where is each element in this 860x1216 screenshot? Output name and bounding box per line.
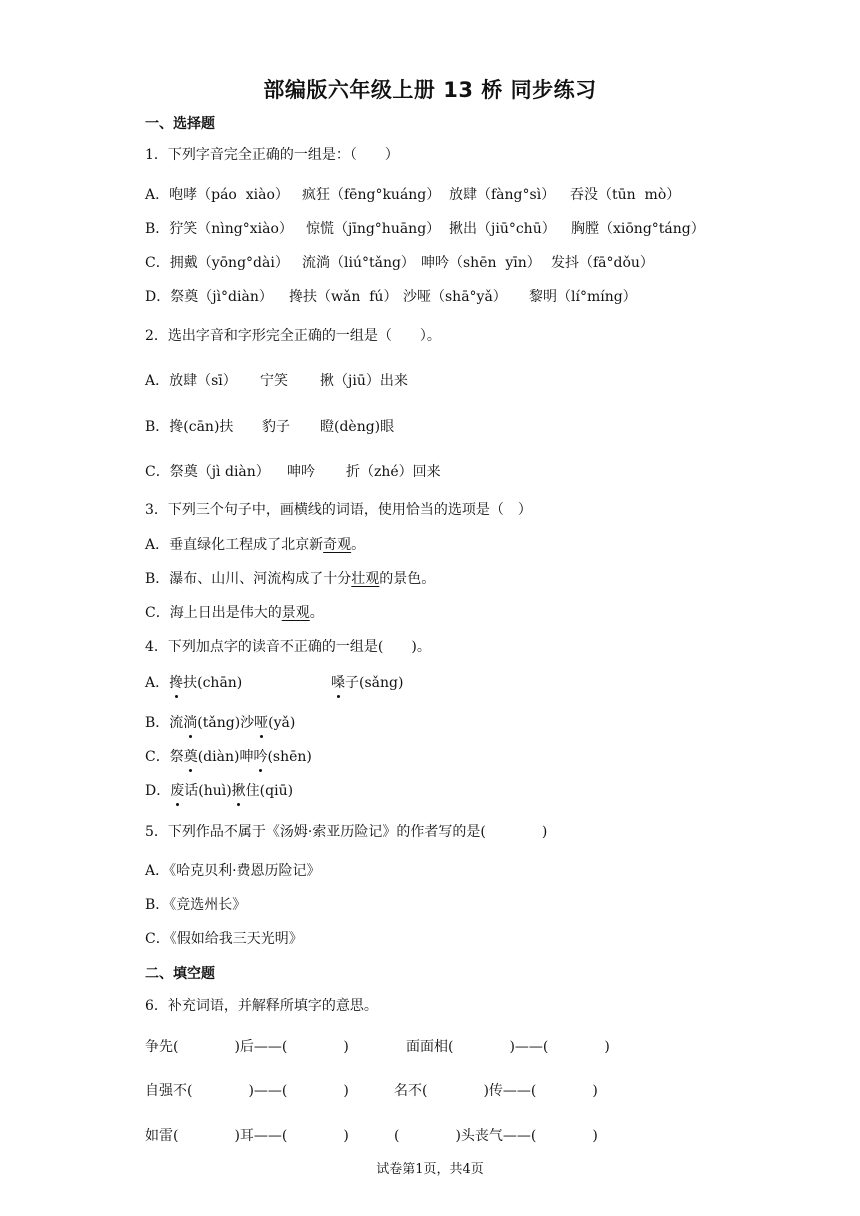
- q4-option-b: [145, 713, 295, 733]
- q3-option-c-text: C．海上日出是伟大的: [145, 605, 282, 621]
- q3-option-a-underlined-word: 奇观: [323, 537, 352, 553]
- q3-option-c-tail: 。: [309, 605, 324, 621]
- q3-option-a-tail: 。: [351, 537, 366, 553]
- q2-option-a-1: A．放肆（sī）: [145, 373, 237, 389]
- q1-option-a-2: 疯狂（fēng°kuáng）: [302, 187, 441, 203]
- q2-option-b-2: 豹子: [262, 419, 290, 435]
- question-2-stem: 2．选出字音和字形完全正确的一组是（ ）。: [145, 328, 441, 344]
- q6-item-3: 自强不( )——( ): [145, 1083, 349, 1099]
- q2-option-b-1: B．搀(cān)扶: [145, 419, 234, 435]
- q2-option-a-3: 揪（jiū）出来: [320, 373, 408, 389]
- q1-option-b-4: 胸膛（xiōng°táng）: [571, 221, 705, 237]
- page-title: 部编版六年级上册 13 桥 同步练习: [263, 78, 597, 102]
- q5-option-c: C．《假如给我三天光明》: [145, 931, 303, 947]
- q4-d-dotted-char-1: 废: [170, 783, 185, 799]
- q4-c-text-3: (shēn): [267, 749, 312, 765]
- q4-option-d: [145, 781, 293, 801]
- q4-d-text-1: 话(huì): [184, 783, 232, 799]
- q1-option-d-2: 搀扶（wǎn fú）: [289, 289, 398, 305]
- q3-option-b: [145, 569, 435, 589]
- q6-item-1: 争先( )后——( ): [145, 1039, 349, 1055]
- q1-option-c-2: 流淌（liú°tǎng）: [302, 255, 415, 271]
- q1-option-a-3: 放肆（fàng°sì）: [449, 187, 556, 203]
- q6-item-6: ( )头丧气——( ): [394, 1128, 598, 1144]
- q4-a-dotted-char-2: 嗓: [331, 675, 345, 691]
- q3-option-b-underlined-word: 壮观: [351, 571, 380, 587]
- q1-option-c-3: 呻吟（shēn yīn）: [421, 255, 541, 271]
- section-heading-choice: 一、选择题: [145, 116, 215, 132]
- q1-option-c-4: 发抖（fā°dǒu）: [551, 255, 654, 271]
- q3-option-b-text: B．瀑布、山川、河流构成了十分: [145, 571, 352, 587]
- q4-b-dotted-char-2: 哑: [254, 715, 269, 731]
- q4-c-text-2: (diàn)呻: [197, 749, 254, 765]
- section-heading-fill: 二、填空题: [145, 966, 215, 982]
- q4-option-a-2: [331, 673, 403, 693]
- q2-option-c-2: 呻吟: [287, 464, 315, 480]
- q1-option-d-4: 黎明（lí°míng）: [529, 289, 637, 305]
- q2-option-c-3: 折（zhé）回来: [346, 464, 441, 480]
- q1-option-d-1: D．祭奠（jì°diàn）: [145, 289, 273, 305]
- q4-c-text-1: C．祭: [145, 749, 184, 765]
- q5-option-a: A．《哈克贝利·费恩历险记》: [145, 863, 321, 879]
- q4-a-dotted-char-1: 搀: [169, 675, 184, 691]
- q4-a-text-1: 扶(chān): [183, 675, 243, 691]
- q4-b-text-1: B．流: [145, 715, 184, 731]
- q4-d-dotted-char-2: 揪: [231, 783, 246, 799]
- q4-a-label: A．: [145, 675, 170, 691]
- q1-option-a-1: A．咆哮（páo xiào）: [145, 187, 289, 203]
- q1-option-c-1: C．拥戴（yōng°dài）: [145, 255, 289, 271]
- q4-b-text-3: (yǎ): [268, 715, 296, 731]
- q4-c-dotted-char-1: 奠: [183, 749, 198, 765]
- q1-option-a-4: 吞没（tūn mò）: [570, 187, 681, 203]
- q4-option-a-1: [145, 673, 242, 693]
- q4-b-dotted-char-1: 淌: [183, 715, 198, 731]
- q2-option-b-3: 瞪(dèng)眼: [320, 419, 395, 435]
- q4-a-text-2: 子(sǎng): [345, 675, 404, 691]
- q6-item-4: 名不( )传——( ): [394, 1083, 598, 1099]
- q4-c-dotted-char-2: 吟: [253, 749, 268, 765]
- q1-option-d-3: 沙哑（shā°yǎ）: [403, 289, 507, 305]
- q6-item-5: 如雷( )耳——( ): [145, 1128, 349, 1144]
- question-1-stem: 1．下列字音完全正确的一组是：（ ）: [145, 147, 399, 163]
- q3-option-c: [145, 603, 324, 623]
- q4-b-text-2: (tǎng)沙: [197, 715, 255, 731]
- q3-option-a: [145, 535, 365, 555]
- q5-option-b: B．《竞选州长》: [145, 897, 247, 913]
- q2-option-c-1: C．祭奠（jì diàn）: [145, 464, 270, 480]
- q1-option-b-2: 惊慌（jīng°huāng）: [306, 221, 441, 237]
- q6-item-2: 面面相( )——( ): [406, 1039, 610, 1055]
- q1-option-b-1: B．狞笑（nìng°xiào）: [145, 221, 293, 237]
- q3-option-b-tail: 的景色。: [379, 571, 436, 587]
- q3-option-a-text: A．垂直绿化工程成了北京新: [145, 537, 324, 553]
- q4-d-label: D．: [145, 783, 171, 799]
- q4-d-text-2: 住(qiū): [245, 783, 294, 799]
- q1-option-b-3: 揪出（jiū°chū）: [449, 221, 556, 237]
- q2-option-a-2: 宁笑: [260, 373, 288, 389]
- q3-option-c-underlined-word: 景观: [281, 605, 310, 621]
- question-5-stem: 5．下列作品不属于《汤姆·索亚历险记》的作者写的是( ): [145, 824, 548, 840]
- question-3-stem: 3．下列三个句子中，画横线的词语，使用恰当的选项是（ ）: [145, 502, 532, 518]
- q4-option-c: [145, 747, 312, 767]
- question-4-stem: 4．下列加点字的读音不正确的一组是( )。: [145, 639, 431, 655]
- question-6-stem: 6．补充词语，并解释所填字的意思。: [145, 998, 378, 1014]
- page-footer: 试卷第1页，共4页: [376, 1162, 484, 1177]
